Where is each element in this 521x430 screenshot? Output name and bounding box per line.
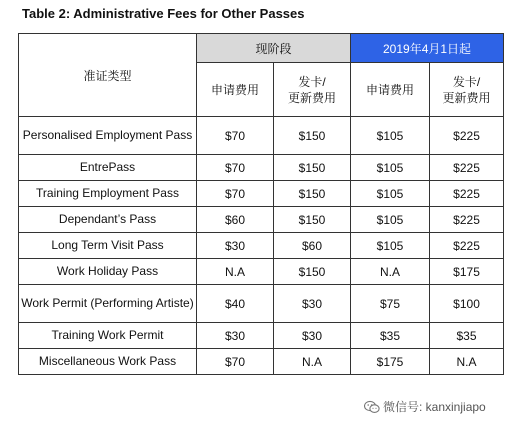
fee-cell: $175: [351, 349, 430, 375]
column-header: [351, 63, 430, 117]
fee-cell: N.A: [351, 259, 430, 285]
column-header-line: 申请费用: [210, 82, 259, 97]
column-header: [197, 63, 274, 117]
table-row: [19, 285, 504, 323]
fee-cell: $225: [430, 117, 504, 155]
fee-cell: $150: [274, 117, 351, 155]
fee-cell: $60: [197, 207, 274, 233]
column-header-line: 发卡/: [298, 74, 326, 89]
table-row: [19, 207, 504, 233]
fee-cell: $175: [430, 259, 504, 285]
fee-cell: $225: [430, 233, 504, 259]
fee-cell: $105: [351, 155, 430, 181]
wechat-icon: [364, 400, 380, 414]
fee-cell: $105: [351, 117, 430, 155]
fee-cell: $35: [430, 323, 504, 349]
table-row: [19, 181, 504, 207]
fee-cell: $150: [274, 155, 351, 181]
fee-cell: $30: [197, 233, 274, 259]
column-header: [430, 63, 504, 117]
fee-cell: $105: [351, 207, 430, 233]
fee-cell: $60: [274, 233, 351, 259]
fee-cell: $70: [197, 349, 274, 375]
fee-cell: $225: [430, 181, 504, 207]
fee-cell: $150: [274, 207, 351, 233]
fee-cell: $35: [351, 323, 430, 349]
fee-cell: N.A: [197, 259, 274, 285]
column-header-line: 更新费用: [442, 90, 491, 105]
column-header-line: 申请费用: [366, 82, 415, 97]
fee-cell: $225: [430, 207, 504, 233]
table-row: [19, 155, 504, 181]
column-header-line: 发卡/: [452, 74, 481, 89]
pass-name-cell: Work Permit (Performing Artiste): [19, 285, 197, 323]
pass-name-cell: Personalised Employment Pass: [19, 117, 197, 155]
pass-name-cell: Training Work Permit: [19, 323, 197, 349]
pass-name-cell: Dependant’s Pass: [19, 207, 197, 233]
fee-cell: N.A: [430, 349, 504, 375]
fees-table: [18, 33, 504, 375]
pass-name-cell: EntrePass: [19, 155, 197, 181]
fee-cell: $30: [274, 285, 351, 323]
column-header-line: 更新费用: [288, 90, 337, 105]
fee-cell: N.A: [274, 349, 351, 375]
pass-name-cell: Long Term Visit Pass: [19, 233, 197, 259]
fee-cell: $105: [351, 181, 430, 207]
table-row: [19, 117, 504, 155]
fee-cell: $30: [274, 323, 351, 349]
pass-name-cell: Work Holiday Pass: [19, 259, 197, 285]
fee-cell: $70: [197, 181, 274, 207]
fee-cell: $150: [274, 259, 351, 285]
fee-cell: $105: [351, 233, 430, 259]
fee-cell: $225: [430, 155, 504, 181]
fee-cell: $40: [197, 285, 274, 323]
fee-cell: $30: [197, 323, 274, 349]
table-row: [19, 323, 504, 349]
pass-name-cell: Training Employment Pass: [19, 181, 197, 207]
column-header: [274, 63, 351, 117]
table-row: [19, 233, 504, 259]
header-group-row: [19, 34, 504, 63]
wechat-watermark: [364, 398, 486, 415]
fee-cell: $75: [351, 285, 430, 323]
table-row: [19, 259, 504, 285]
fee-cell: $70: [197, 117, 274, 155]
table-title: Table 2: Administrative Fees for Other Passes: [22, 6, 305, 21]
table-row: [19, 349, 504, 375]
current-fees-group-header: 现阶段: [197, 34, 351, 63]
new-fees-group-header: 2019年4月1日起: [351, 34, 504, 63]
pass-name-cell: Miscellaneous Work Pass: [19, 349, 197, 375]
watermark-text: 微信号: kanxinjiapo: [383, 400, 486, 414]
fee-cell: $100: [430, 285, 504, 323]
fee-cell: $150: [274, 181, 351, 207]
fee-cell: $70: [197, 155, 274, 181]
pass-type-header: 准证类型: [19, 34, 197, 117]
